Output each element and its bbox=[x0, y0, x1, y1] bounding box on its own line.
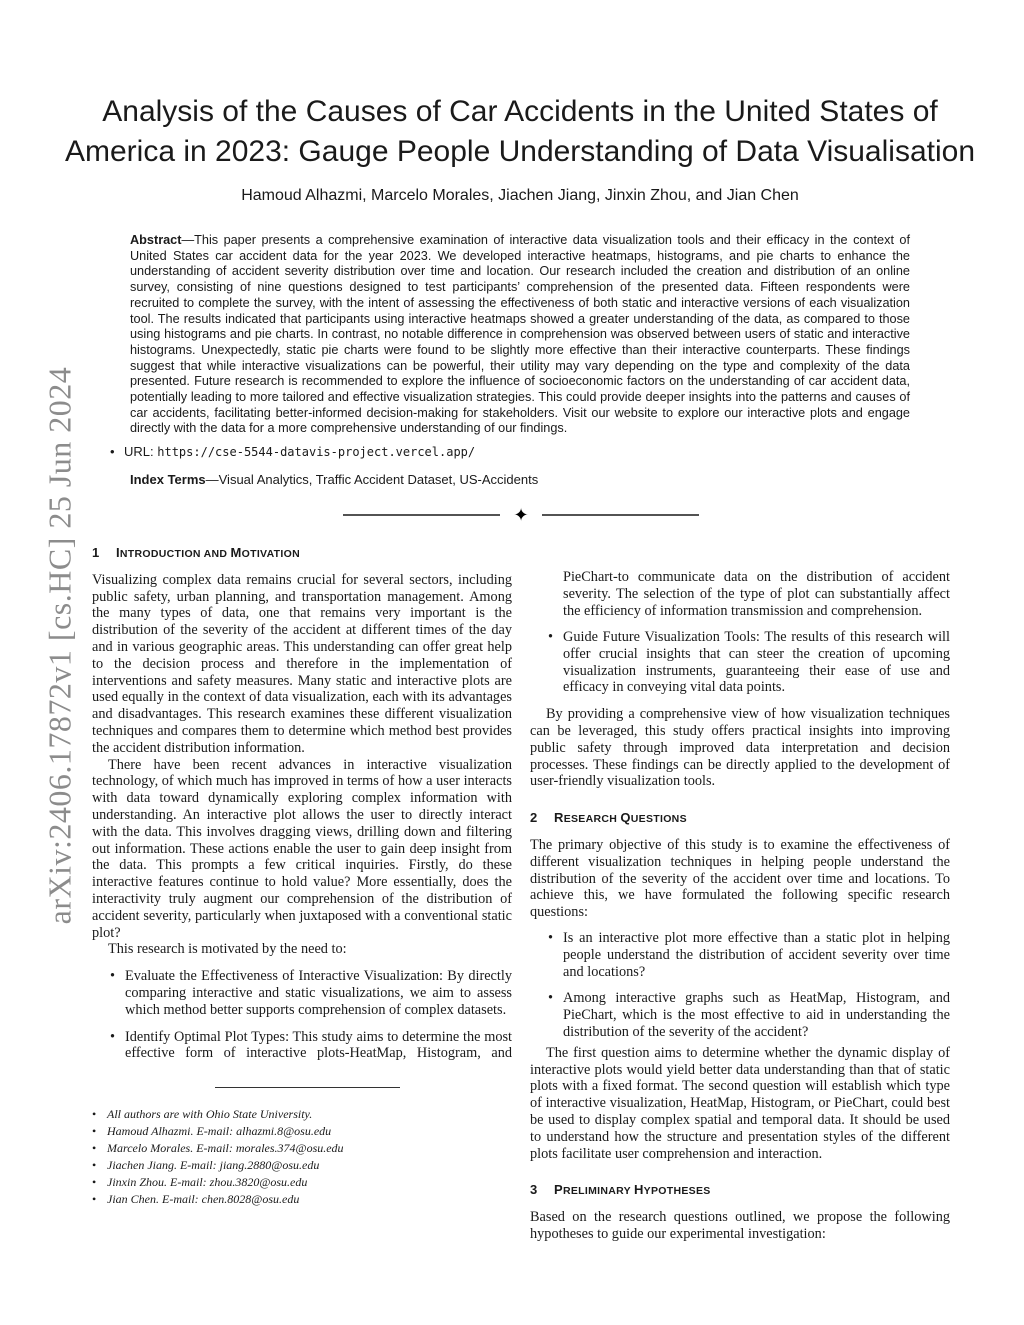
list-item-text: PieChart-to communicate data on the distribution of accident severity. The selection of the type of plot can substantially affect the efficiency of information transmission and comprehension. bbox=[563, 569, 950, 619]
url-label: URL: bbox=[124, 444, 154, 459]
paragraph: There have been recent advances in interactive visualization technology, of which much has improved in terms of how a user interacts with data toward dynamically exploring complex information with understanding. An interactive plot allows the user to directly interact with the data. This involves dragging views, drilling down and filtering out information. These actions enable the user to gain deep insight from the data. This prompts a few critical inquiries. Firstly, do these interactive features continue to hold value? More essentially, does the interactivity truly augment our comprehension of the distribution of accident severity, particularly when juxtaposed with a conventional static plot? bbox=[92, 756, 512, 941]
bullet-icon: • bbox=[110, 1028, 116, 1045]
motivation-list bbox=[92, 968, 512, 1062]
section-number: 2 bbox=[530, 810, 538, 826]
footnote-text: Jian Chen. E-mail: chen.8028@osu.edu bbox=[107, 1192, 300, 1206]
list-item-text: Identify Optimal Plot Types: This study aims to determine the most effective form of interactive plots-HeatMap, Histogram, and bbox=[125, 1028, 512, 1062]
research-question-list bbox=[530, 930, 950, 1041]
bullet-icon: • bbox=[548, 629, 554, 645]
bullet-icon: • bbox=[92, 1141, 97, 1155]
footnote-text: Hamoud Alhazmi. E-mail: alhazmi.8@osu.edu bbox=[107, 1124, 332, 1138]
heading-smallcaps: UESTIONS bbox=[630, 813, 687, 826]
list-item bbox=[530, 629, 950, 696]
diamond-icon: ✦ bbox=[513, 505, 529, 525]
footnote bbox=[92, 1174, 512, 1191]
footnote bbox=[92, 1157, 512, 1174]
paragraph: The first question aims to determine whether the dynamic display of interactive plots would yield better data understanding than that of static plots with a fixed format. The second question will establish which type of interactive visualization, HeatMap, Histogram, or PieChart, could best be used to display complex spatial and temporal data. It should be used to understand how the structure and presentation styles of the different plots facilitate user comprehension and interaction. bbox=[530, 1044, 950, 1162]
list-item-text: Guide Future Visualization Tools: The results of this research will offer crucial insights that can steer the creation of upcoming visualization instruments, guaranteeing their ease of use and efficacy in conveying vital data points. bbox=[563, 629, 950, 696]
bullet-icon: • bbox=[548, 990, 554, 1007]
paragraph: The primary objective of this study is to examine the effectiveness of different visualization techniques in helping people understand the distribution of the severity of the accident over time and locations. To achieve this, we have formulated the following specific research questions: bbox=[530, 836, 950, 921]
footnote bbox=[92, 1106, 512, 1123]
bullet-icon: • bbox=[548, 929, 554, 946]
heading-initial: Q bbox=[620, 810, 631, 826]
section-heading-hypotheses bbox=[530, 1182, 950, 1200]
footnote-text: Jiachen Jiang. E-mail: jiang.2880@osu.edu bbox=[107, 1158, 320, 1172]
heading-initial: P bbox=[554, 1182, 563, 1198]
paragraph: This research is motivated by the need to: bbox=[108, 941, 347, 958]
footnote-rule bbox=[215, 1087, 400, 1088]
bullet-icon: • bbox=[92, 1124, 97, 1138]
bullet-icon: • bbox=[92, 1192, 97, 1206]
heading-initial: I bbox=[116, 545, 120, 560]
list-item-text: Among interactive graphs such as HeatMap, Histogram, and PieChart, which is the most effective to aid in understanding the distribution of the severity of the accident? bbox=[563, 990, 950, 1040]
heading-smallcaps: NTRODUCTION AND bbox=[119, 548, 231, 560]
heading-smallcaps: YPOTHESES bbox=[643, 1185, 711, 1198]
arxiv-identifier bbox=[30, 350, 90, 940]
footnote-text: Jinxin Zhou. E-mail: zhou.3820@osu.edu bbox=[107, 1175, 308, 1189]
footnote bbox=[92, 1123, 512, 1140]
arxiv-identifier-text: arXiv:2406.17872v1 [cs.HC] 25 Jun 2024 bbox=[41, 366, 78, 924]
footnote bbox=[92, 1140, 512, 1157]
list-item bbox=[530, 990, 950, 1040]
author-list: Hamoud Alhazmi, Marcelo Morales, Jiachen Jiang, Jinxin Zhou, and Jian Chen bbox=[241, 187, 799, 204]
heading-smallcaps: ESEARCH bbox=[563, 813, 621, 826]
footnote-text: Marcelo Morales. E-mail: morales.374@osu.edu bbox=[107, 1141, 344, 1155]
bullet-icon: • bbox=[92, 1107, 97, 1121]
section-number: 3 bbox=[530, 1182, 538, 1198]
project-url-link[interactable]: https://cse-5544-datavis-project.vercel.app/ bbox=[157, 445, 476, 459]
heading-initial: R bbox=[554, 810, 564, 826]
list-item-text: Is an interactive plot more effective than a static plot in helping people understand the distribution of accident severity over time and locations? bbox=[563, 929, 950, 980]
paragraph: Visualizing complex data remains crucial for several sectors, including public safety, urban planning, and transportation management. Among the many types of data, one that remains very important is the distribution of the severity of the accident at different times of the day and in various geographic areas. This understanding can offer great help to the decision process and therefore in the implementation of interventions and safety measures. Many static and interactive plots are used equally in the context of data visualization, each with its advantages and disadvantages. This research examines these different visualization techniques and compares them to determine which method best provides the accident distribution information. bbox=[92, 571, 512, 756]
bullet-icon: • bbox=[110, 968, 116, 985]
right-column bbox=[530, 569, 950, 1243]
paragraph: Based on the research questions outlined, we propose the following hypotheses to guide our experimental investigation: bbox=[530, 1209, 950, 1242]
section-heading-introduction bbox=[92, 545, 512, 563]
list-item-text: Evaluate the Effectiveness of Interactive Visualization: By directly comparing interactive and static visualizations, we aim to assess which method better supports comprehension of complex datasets. bbox=[125, 968, 512, 1018]
section-heading-research-questions bbox=[530, 810, 950, 828]
heading-smallcaps: OTIVATION bbox=[241, 548, 300, 560]
section-divider bbox=[343, 505, 699, 525]
author-footnotes bbox=[92, 1106, 512, 1208]
paragraph: By providing a comprehensive view of how visualization techniques can be leveraged, this study offers practical insights into improving public safety through improved data interpretation and decision processes. These findings can be directly applied to the development of user-friendly visualization tools. bbox=[530, 706, 950, 790]
list-item bbox=[92, 968, 512, 1018]
bullet-icon: • bbox=[110, 444, 115, 459]
paper-title: Analysis of the Causes of Car Accidents in the United States of America in 2023: Gauge People Understanding of Data Visualisation bbox=[64, 95, 976, 168]
footnote bbox=[92, 1191, 512, 1208]
index-terms-text: —Visual Analytics, Traffic Accident Dataset, US-Accidents bbox=[205, 472, 539, 487]
heading-initial: H bbox=[633, 1182, 644, 1198]
index-terms bbox=[130, 472, 538, 487]
list-item-continuation bbox=[530, 569, 950, 619]
abstract-label: Abstract bbox=[130, 233, 182, 247]
bullet-icon: • bbox=[92, 1158, 97, 1172]
url-line bbox=[110, 444, 475, 459]
list-item bbox=[530, 930, 950, 980]
abstract bbox=[130, 233, 910, 437]
heading-smallcaps: RELIMINARY bbox=[562, 1185, 634, 1198]
list-item bbox=[92, 1029, 512, 1063]
motivation-list-continued bbox=[530, 629, 950, 696]
index-terms-label: Index Terms bbox=[130, 472, 206, 487]
heading-initial: M bbox=[230, 545, 242, 560]
left-column bbox=[92, 545, 512, 1063]
bullet-icon: • bbox=[92, 1175, 97, 1189]
abstract-text: —This paper presents a comprehensive examination of interactive data visualization tools and their efficacy in the context of United States car accident data for the year 2023. We developed interactive heatmaps, histograms, and pie charts to enhance the understanding of accident severity distribution over time and location. Our research included the creation and distribution of an online survey, consisting of nine questions designed to test participants’ comprehension of the presented data. Fifteen respondents were recruited to complete the survey, with the intent of assessing the effectiveness of both static and interactive versions of each visualization tool. The results indicated that participants using interactive heatmaps showed a greater understanding of the data, as compared to those using histograms and pie charts. In contrast, no notable difference in comprehension was observed between users of static and interactive histograms. Unexpectedly, static pie charts were found to be slightly more effective than their interactive counterparts. These findings suggest that while interactive visualizations can be powerful, their utility may vary depending on the type and complexity of the data presented. Future research is recommended to explore the influence of socioeconomic factors on the understanding of car accident data, potentially leading to more tailored and effective visualization strategies. This could provide deeper insights into the patterns and causes of car accidents, facilitating better-informed decision-making for stakeholders. Visit our website to explore our interactive plots and engage directly with the data for a more comprehensive understanding of our findings. bbox=[130, 233, 910, 436]
section-number: 1 bbox=[92, 545, 100, 560]
footnote-text: All authors are with Ohio State University. bbox=[107, 1107, 313, 1121]
